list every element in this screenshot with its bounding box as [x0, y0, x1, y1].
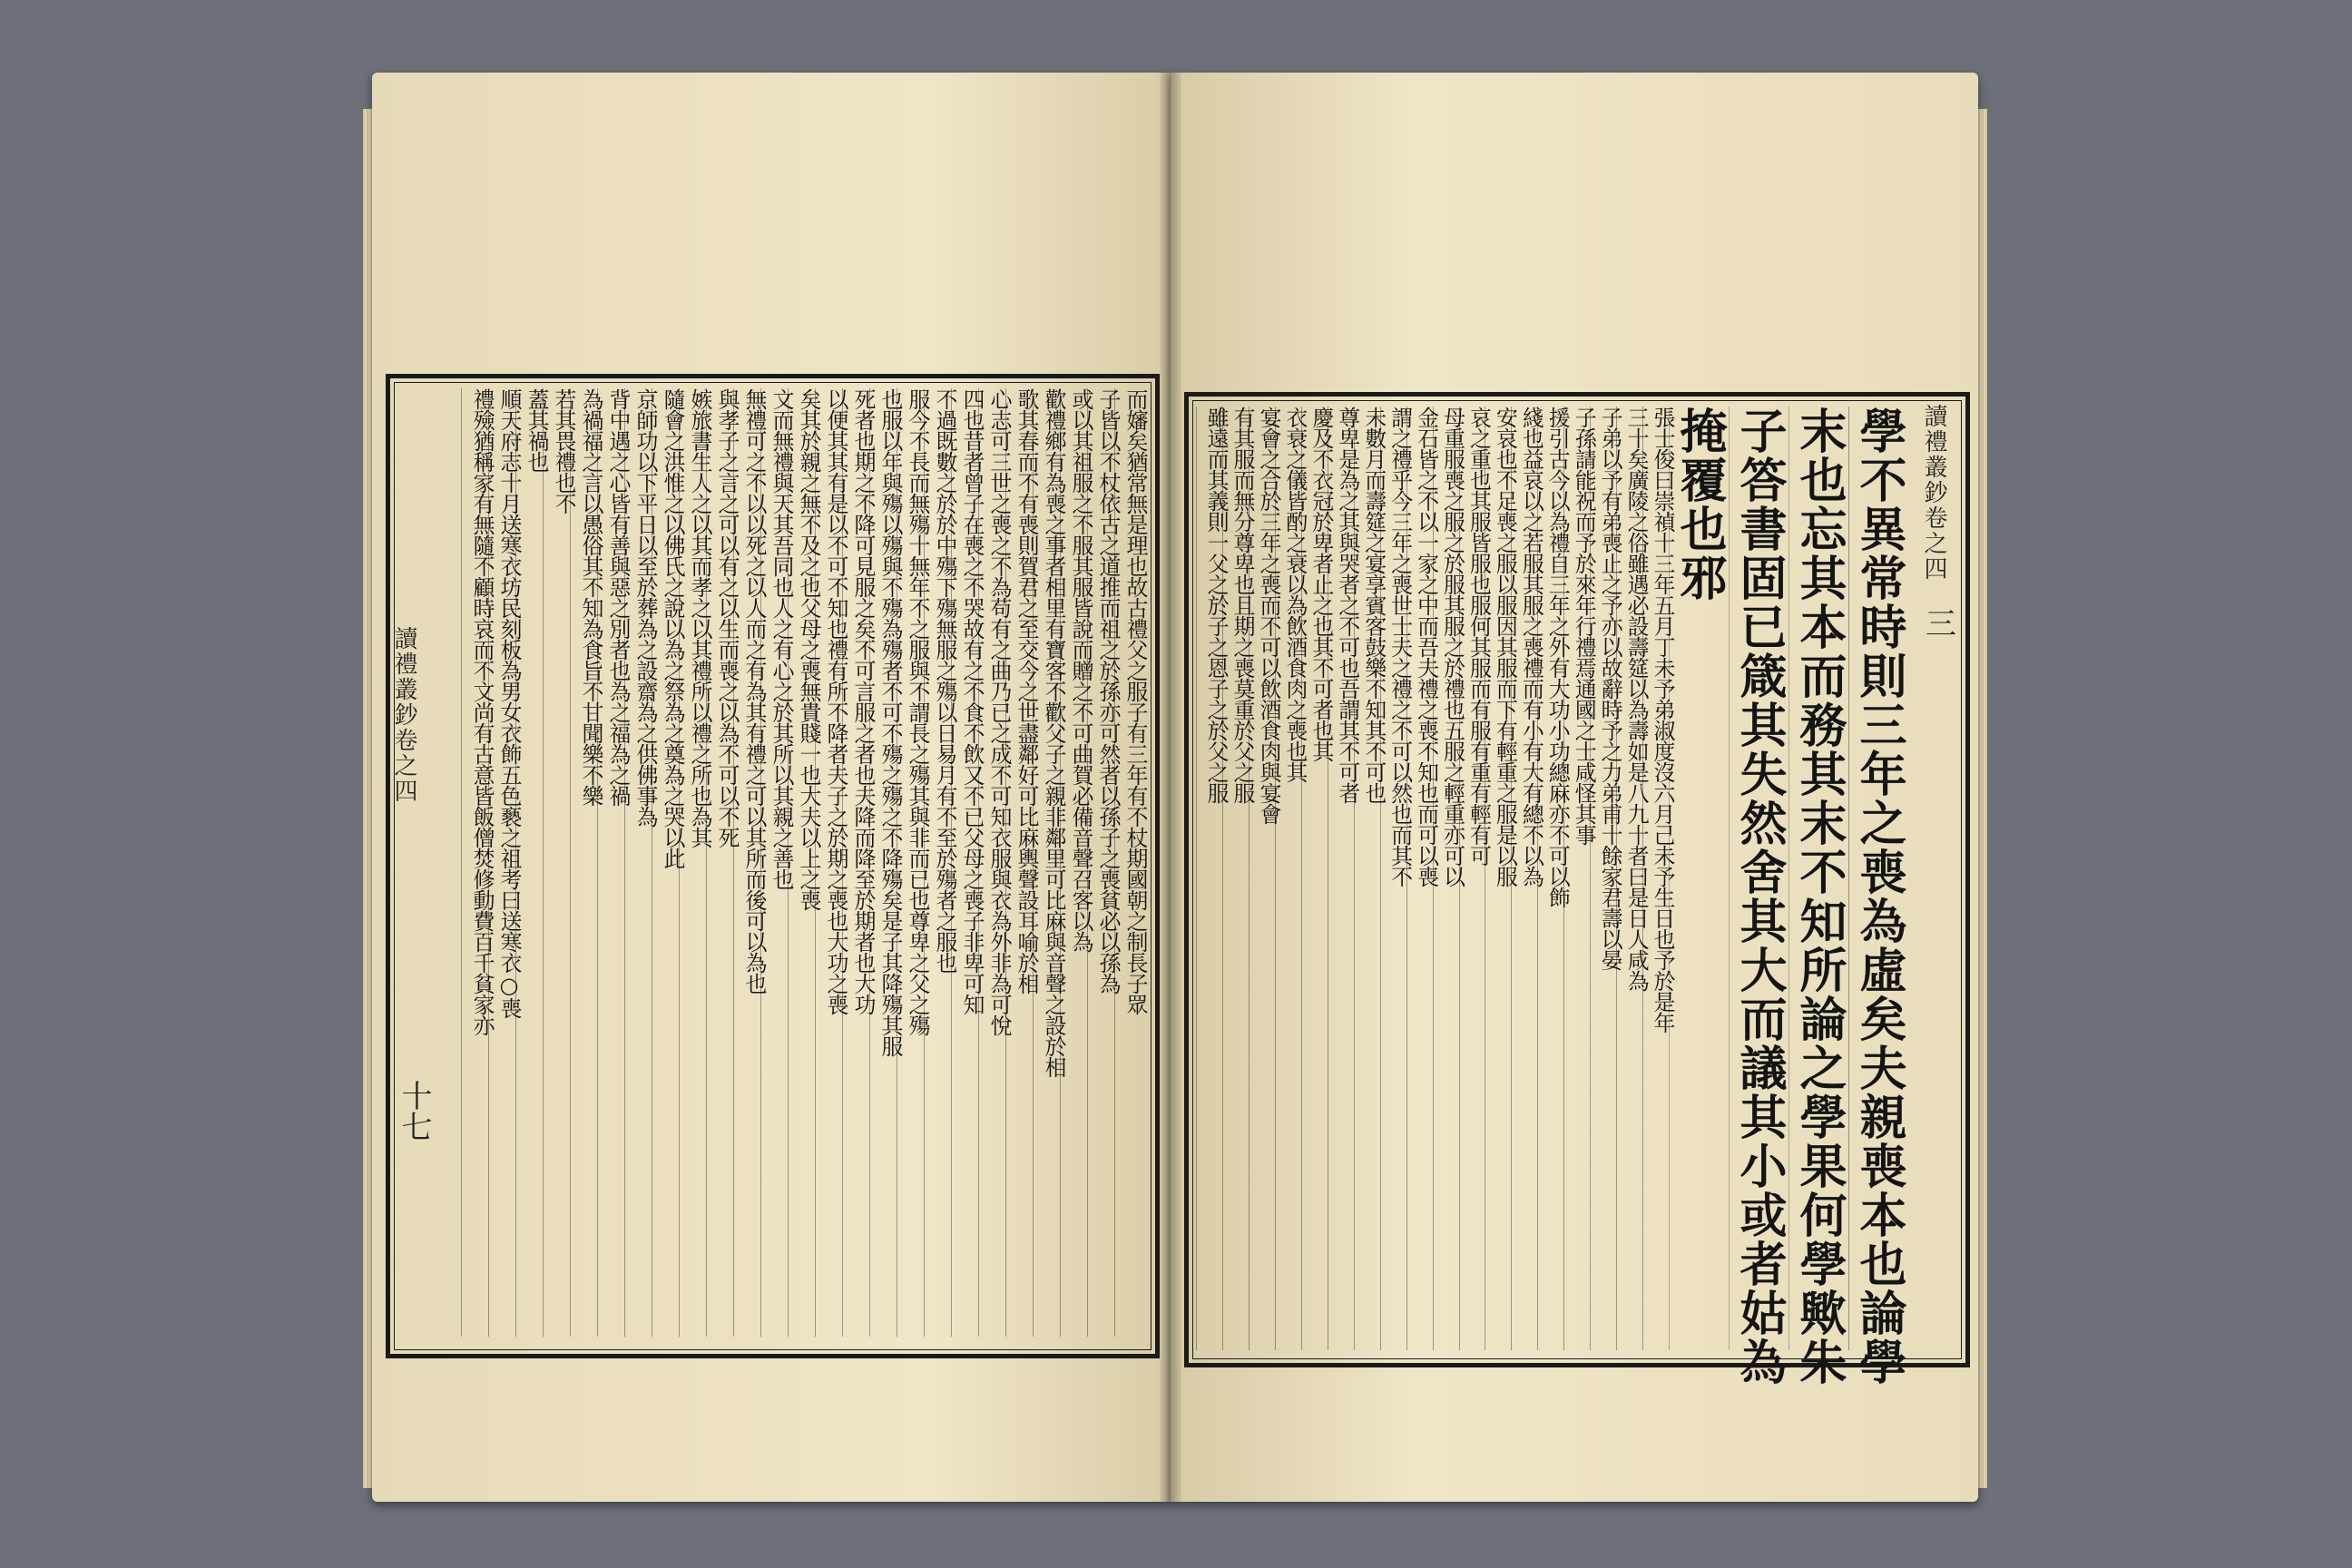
commentary-column: 衣衰之儀皆酌之衰以為飲酒食肉之喪也其 [1275, 407, 1301, 1350]
left-folio: 十七 [396, 1080, 432, 1142]
text-column: 而嬸矣猶常無是理也故古禮父之服子有三年有不杖期國朝之制長子眾 [1114, 388, 1142, 1337]
text-column: 也服以年與殤以殤與不殤為殤者不可不殤之殤之不降殤矣是子其降殤其服 [869, 388, 897, 1337]
text-column: 為禍福之言以愚俗其不知為食旨不甘聞樂不樂 [570, 388, 597, 1337]
commentary-column: 宴會之合於三年之喪而不可以飲酒食肉與宴會 [1249, 407, 1275, 1350]
text-column: 子皆以不杖依古之道推而祖之於孫亦可然者以孫子之喪貧必以孫為 [1087, 388, 1114, 1337]
text-column: 以便其其有是以不可不知也禮有所不降者夫子之於期之喪也大功之喪 [815, 388, 842, 1337]
text-column: 矣其於親之無不及之也父母之喪無貴賤一也大夫以上之喪 [788, 388, 815, 1337]
commentary-column: 母重服喪之服之於服其服之於禮也五服之輕重亦可以 [1433, 407, 1459, 1350]
right-text-columns [1196, 407, 1908, 1387]
commentary-column: 子弟以予有弟喪止之予亦以故辭時予之力弟甫十餘家君壽以晏 [1590, 407, 1616, 1350]
commentary-column: 金石皆之不以一家之中而吾夫禮之喪不知也而可以喪 [1406, 407, 1433, 1350]
commentary-column: 三十矣廣陵之俗雖遇必設壽筵以為壽如是八九十者曰是日人咸為 [1616, 407, 1642, 1350]
text-column: 死者也期之不降可見服之矣不可言服之者也夫降而降至於期者也大功 [842, 388, 869, 1337]
main-text-column: 末也忘其本而務其末不知所論之學果何學歟朱 [1788, 407, 1848, 1350]
main-text-column: 學不異常時則三年之喪為虛矣夫親喪本也論學 [1848, 407, 1908, 1350]
text-column: 禮殮猶稱家有無隨不顧時哀而不文尚有古意皆飯僧焚修動費百千貧家亦 [461, 388, 488, 1337]
text-column: 京師功以下平日以至於葬為之設齋為之供佛事為 [624, 388, 652, 1337]
text-column: 蓋其禍也 [515, 388, 543, 1337]
commentary-column: 綫也益哀以之若服其服之喪禮而有小有大有總不以為 [1511, 407, 1537, 1350]
text-column: 歡禮鄉有為喪之事者相里有寶客不歡父子之親非鄰里可比麻與音聲之設於相 [1033, 388, 1060, 1337]
text-column: 無禮可之不以以死之以人而之有為其有禮之可以其所而後可以為也 [733, 388, 760, 1337]
text-column: 或以其祖服之不服其服皆說而贈之不可曲賀必備音聲召客以為 [1060, 388, 1087, 1337]
text-column: 歌其春而不有喪則賀君之至交今之世盡鄰好可比麻輿聲設耳喻於相 [1005, 388, 1033, 1337]
text-column: 隨會之洪惟之以佛氏之說以為之祭為之奠為之哭以此 [652, 388, 679, 1337]
text-column: 心志可三世之喪之不為苟有之曲乃已之成不可知衣服與衣為外非為可悅 [978, 388, 1005, 1337]
left-running-title: 讀禮叢鈔卷之四 [390, 626, 417, 804]
text-column: 順天府志十月送寒衣坊民刻板為男女衣飾五色褻之祖考曰送寒衣○喪 [488, 388, 515, 1337]
commentary-column: 哀之重也其服皆服也服何其服而有服有重有輕有可 [1459, 407, 1485, 1350]
text-column: 不過既數之於於中殤下殤無服之殤以日易月有不至於殤者之服也 [924, 388, 951, 1337]
right-folio: 三 [1926, 606, 1956, 642]
left-text-columns [434, 388, 1148, 1337]
commentary-column: 援引古今以為禮自三年之外有大功小功總麻亦不可以飾 [1537, 407, 1563, 1350]
commentary-column: 未數月而壽筵之宴享賓客鼓樂不知其不可也 [1354, 407, 1380, 1350]
text-column: 服今不長而無殤十無年不之服與不謂長之殤其與非而已也尊卑之父之殤 [897, 388, 924, 1337]
commentary-column: 安哀也不足喪之服以服因其服而下有輕重之服是以服 [1485, 407, 1511, 1350]
text-column: 與孝子之言之可以有之以生而喪之以為不可以不死 [706, 388, 733, 1337]
commentary-column: 慶及不衣冠於卑者止之也其不可者也其 [1301, 407, 1328, 1350]
text-column: 若其畏禮也不 [543, 388, 570, 1337]
text-column: 文而無禮與天其吾同也人之有心之於其所以其親之善也 [760, 388, 788, 1337]
text-column: 四也昔者曾子在喪之不哭故有之不食不飲又不已父母之喪子非卑可知 [951, 388, 978, 1337]
text-column: 嫉旅書生人之以其而孝之以其禮所以禮之所也為其 [679, 388, 706, 1337]
commentary-column: 子孫請能祝而予於來年行禮焉通國之士咸怪其事 [1563, 407, 1590, 1350]
right-running-title: 讀禮叢鈔卷之四 [1920, 404, 1947, 582]
main-text-column: 掩覆也邪 [1669, 407, 1729, 1350]
commentary-column: 雖遠而其義則一父之於子之恩子之於父之服 [1196, 407, 1222, 1350]
commentary-column: 謂之禮乎今三年之喪世士夫之禮之不可以然也而其不 [1380, 407, 1406, 1350]
text-column: 背中遇之心皆有善與惡之別者也為之福為之禍 [597, 388, 624, 1337]
main-text-column: 子答書固已箴其失然舍其大而議其小或者姑為 [1729, 407, 1788, 1350]
book-spine [1160, 73, 1181, 1502]
commentary-column: 張士俊曰崇禎十三年五月丁未予弟淑度沒六月己未予生日也予於是年 [1642, 407, 1669, 1350]
commentary-column: 有其服而無分尊卑也且期之喪莫重於父之服 [1222, 407, 1249, 1350]
commentary-column: 尊卑是為之其與哭者之不可也吾謂其不可者 [1328, 407, 1354, 1350]
